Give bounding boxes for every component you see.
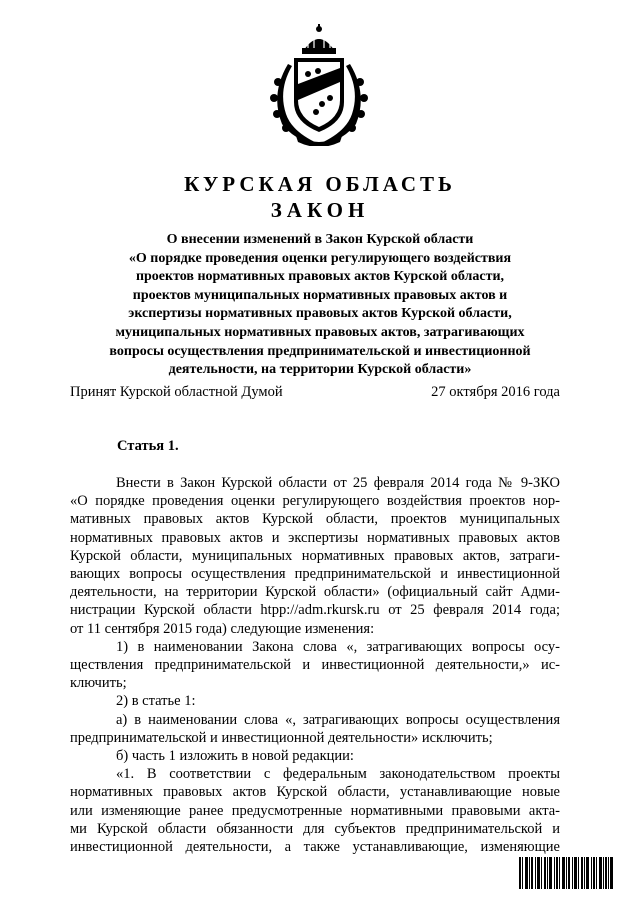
adopted-by-text: Принят Курской областной Думой bbox=[70, 384, 283, 400]
body-line: мативных правовых актов Курской области, проектов муниципальных bbox=[70, 511, 560, 528]
article-title: Статья 1. bbox=[117, 438, 179, 454]
subtitle-line: муниципальных нормативных правовых актов, затрагивающих bbox=[115, 324, 525, 340]
body-line: «О порядке проведения оценки регулирующего воздействия проектов нор- bbox=[70, 493, 560, 510]
subtitle-line: деятельности, на территории Курской области» bbox=[168, 362, 472, 378]
body-line: «1. В соответствии с федеральным законодательством проекты bbox=[116, 766, 560, 783]
subtitle-line: О внесении изменений в Закон Курской области bbox=[166, 232, 474, 247]
subtitle-line: «О порядке проведения оценки регулирующего воздействия bbox=[128, 250, 512, 266]
body-line: или изменяющие ранее предусмотренные нормативными правовыми акта- bbox=[70, 802, 560, 819]
body-line: ществления предпринимательской и инвестиционной деятельности,» ис- bbox=[70, 657, 560, 674]
body-line: Курской области, муниципальных нормативных правовых актов, затраги- bbox=[70, 547, 560, 564]
body-line: нормативных правовых актов и экспертизы нормативных правовых актов bbox=[70, 529, 560, 546]
subtitle-line: проектов нормативных правовых актов Курской области, bbox=[135, 269, 505, 285]
body-line: 1) в наименовании Закона слова «, затрагивающих вопросы осу- bbox=[116, 638, 560, 655]
region-heading: КУРСКАЯ ОБЛАСТЬ bbox=[184, 172, 456, 196]
body-line: деятельности, на территории Курской области» (официальный сайт Адми- bbox=[70, 584, 560, 601]
body-line: 2) в статье 1: bbox=[116, 693, 196, 710]
body-line: от 11 сентября 2015 года) следующие изменения: bbox=[70, 620, 375, 637]
body-line: вающих вопросы осуществления предпринимательской и инвестиционной bbox=[70, 566, 560, 583]
body-line: Внести в Закон Курской области от 25 февраля 2014 года № 9-ЗКО bbox=[116, 475, 560, 491]
body-line: нормативных правовых актов Курской области, устанавливающие новые bbox=[70, 784, 560, 801]
subtitle-line: экспертизы нормативных правовых актов Курской области, bbox=[128, 306, 512, 322]
body-line: нистрации Курской области htpp://adm.rkursk.ru от 25 февраля 2014 года; bbox=[70, 602, 560, 619]
barcode-icon bbox=[519, 857, 613, 889]
body-line: б) часть 1 изложить в новой редакции: bbox=[116, 748, 354, 765]
coat-of-arms-emblem bbox=[262, 24, 376, 146]
body-line: ключить; bbox=[70, 675, 127, 692]
body-line: инвестиционной деятельности, а также устанавливающие, изменяющие bbox=[70, 839, 560, 856]
law-subtitle bbox=[80, 231, 560, 380]
body-line: предпринимательской и инвестиционной деятельности» исключить; bbox=[70, 729, 493, 746]
shield-icon bbox=[294, 58, 344, 132]
document-type-heading: ЗАКОН bbox=[270, 198, 370, 222]
subtitle-line: вопросы осуществления предпринимательской и инвестиционной bbox=[109, 343, 531, 359]
adoption-date: 27 октября 2016 года bbox=[431, 384, 560, 400]
body-line: а) в наименовании слова «, затрагивающих вопросы осуществления bbox=[116, 711, 560, 728]
crown-icon bbox=[302, 24, 336, 54]
article-body bbox=[70, 474, 560, 856]
subtitle-line: проектов муниципальных нормативных правовых актов и bbox=[132, 287, 508, 303]
body-line: ми Курской области обязанности для субъектов предпринимательской и bbox=[70, 820, 560, 837]
